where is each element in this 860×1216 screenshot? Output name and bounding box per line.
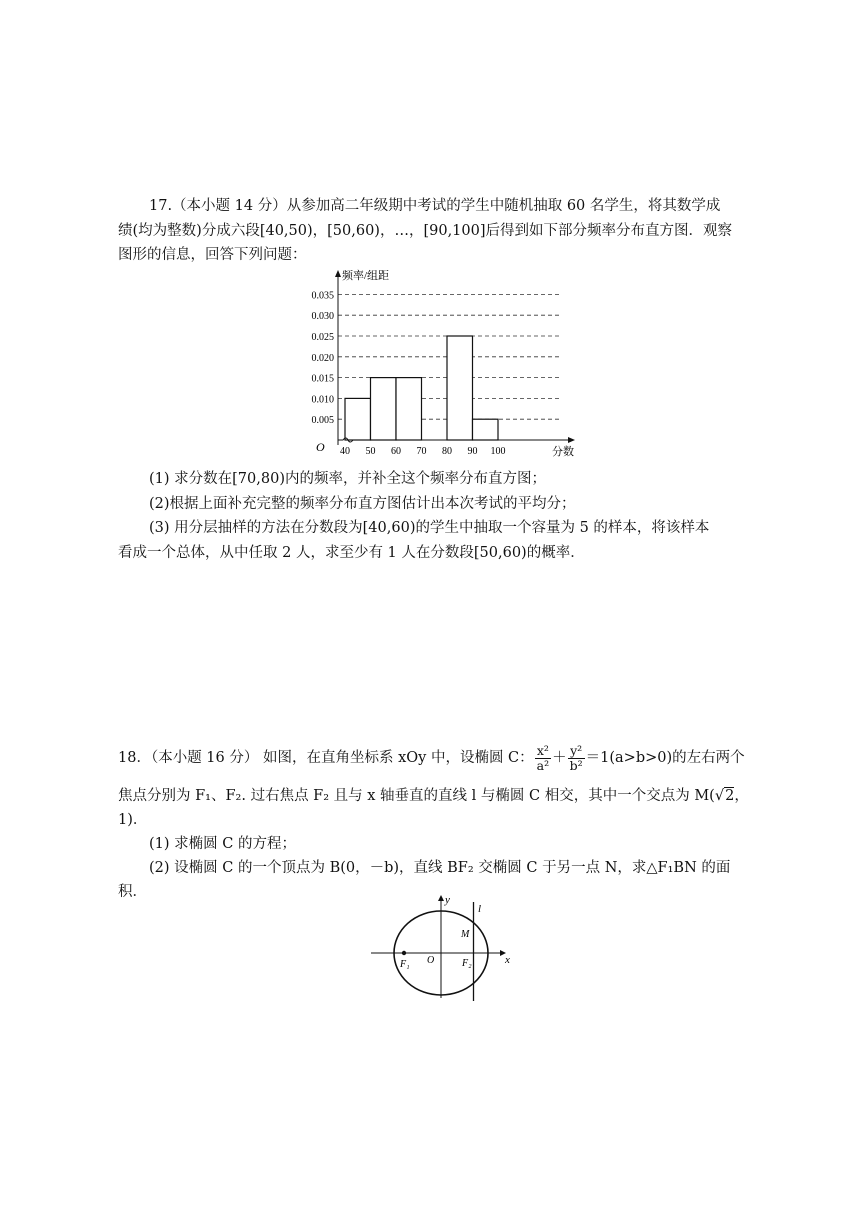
f1-label: F₁ — [400, 959, 410, 970]
o-label: O — [427, 955, 435, 966]
histogram-x-ticks — [340, 446, 506, 457]
q17-part1: (1) 求分数在[70,80)内的频率，并补全这个频率分布直方图； — [149, 471, 546, 487]
x-tick-label: 40 — [340, 446, 350, 457]
y-tick-label: 0.015 — [311, 373, 334, 385]
histogram-bars — [345, 336, 498, 440]
frac-x-den: a² — [536, 757, 550, 773]
y-tick-label: 0.010 — [311, 394, 334, 406]
y-axis-arrow — [335, 270, 341, 277]
plus-sign: ＋ — [552, 750, 567, 766]
histogram-bar — [345, 398, 371, 440]
histogram-origin-label: O — [316, 440, 325, 454]
x-tick-label: 70 — [416, 446, 427, 457]
x-tick-label: 60 — [391, 446, 401, 457]
q18-part2-line2: 积． — [118, 884, 147, 900]
q17-intro-line1: 17.（本小题 14 分）从参加高二年级期中考试的学生中随机抽取 60 名学生，将其数学成 — [149, 198, 721, 214]
y-axis-label: y — [445, 894, 450, 906]
y-tick-label: 0.020 — [311, 352, 334, 364]
x-axis-label: x — [505, 954, 510, 966]
histogram-bar — [396, 378, 422, 440]
q18-part2-line1: (2) 设椭圆 C 的一个顶点为 B(0，－b)，直线 BF₂ 交椭圆 C 于另一点 N，求△F₁BN 的面 — [149, 860, 731, 876]
x-tick-label: 50 — [365, 446, 376, 457]
f2-label: F₂ — [462, 958, 472, 969]
q18-part1: (1) 求椭圆 C 的方程； — [149, 836, 296, 852]
q18-line1-post: ＝1(a>b>0)的左右两个 — [585, 750, 745, 766]
y-tick-label: 0.025 — [311, 332, 334, 343]
frequency-histogram — [290, 262, 590, 462]
q18-line1-pre: 18．（本小题 16 分） 如图，在直角坐标系 xOy 中，设椭圆 C： — [118, 750, 534, 766]
histogram-bar — [447, 336, 473, 440]
q17-intro-line2: 绩(均为整数)分成六段[40,50)，[50,60)，…，[90,100]后得到如下部分频率分布直方图．观察 — [118, 223, 733, 239]
q18-line2-text: 焦点分别为 F₁、F₂. 过右焦点 F₂ 且与 x 轴垂直的直线 l 与椭圆 C 相交，其中一个交点为 M( — [118, 788, 715, 804]
q17-part2: (2)根据上面补充完整的频率分布直方图估计出本次考试的平均分； — [149, 496, 576, 512]
x-tick-label: 100 — [490, 446, 506, 457]
frac-y-den: b² — [569, 757, 583, 773]
q17-intro-line3: 图形的信息，回答下列问题： — [118, 247, 307, 263]
q18-line2-end: ， — [734, 788, 749, 804]
ellipse-frac-x — [535, 744, 551, 773]
l-label: l — [478, 903, 482, 915]
x-tick-label: 80 — [442, 446, 452, 457]
q18-line3: 1)． — [118, 812, 148, 828]
sqrt-symbol: √ — [714, 788, 725, 804]
frac-x-num: x² — [535, 744, 551, 759]
y-tick-label: 0.005 — [311, 415, 334, 427]
histogram-x-axis-label: 分数 — [552, 446, 574, 458]
frac-y-num: y² — [568, 744, 585, 759]
x-tick-label: 90 — [467, 446, 478, 457]
histogram-y-axis-label: 频率/组距 — [342, 270, 390, 282]
y-tick-label: 0.030 — [311, 311, 334, 323]
f1-point — [402, 951, 406, 955]
m-label: M — [461, 929, 470, 940]
q17-part3-line1: (3) 用分层抽样的方法在分数段为[40,60)的学生中抽取一个容量为 5 的样本，将该样本 — [149, 520, 710, 536]
x-axis-arrow — [568, 437, 575, 443]
q18-line2 — [118, 786, 749, 806]
sqrt-value: 2 — [725, 788, 735, 804]
ellipse-frac-y — [568, 744, 585, 773]
ellipse-figure — [365, 890, 525, 1005]
q17-part3-line2: 看成一个总体，从中任取 2 人，求至少有 1 人在分数段[50,60)的概率． — [118, 545, 585, 561]
histogram-bar — [371, 378, 397, 440]
histogram-y-ticks — [312, 290, 335, 426]
histogram-bar — [473, 419, 499, 440]
q18-line1 — [118, 742, 745, 774]
y-tick-label: 0.035 — [311, 290, 334, 302]
